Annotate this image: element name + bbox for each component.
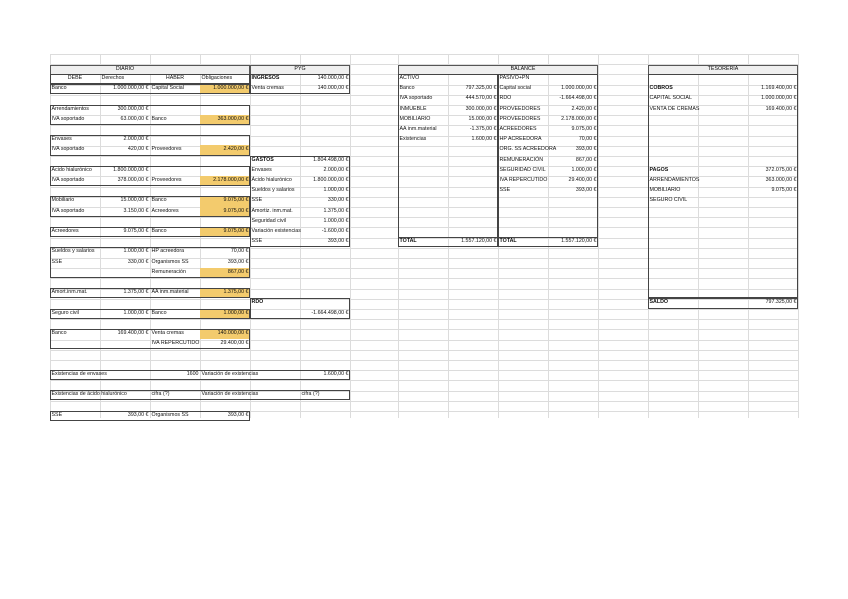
tesoreria-title: TESORERÍA bbox=[707, 65, 739, 72]
pyg-value: 1.375,00 € bbox=[323, 207, 349, 214]
pyg-label bbox=[250, 309, 302, 319]
diario-header bbox=[50, 65, 250, 75]
balance-pasivo-amount: 393,00 € bbox=[575, 187, 597, 194]
grid-hline bbox=[50, 401, 798, 402]
balance-pasivo-amount: 29.400,00 € bbox=[568, 177, 597, 183]
diario-haber-account bbox=[150, 166, 200, 176]
diario-haber-account: Capital Social bbox=[151, 85, 184, 92]
diario-haber-amount: 393,00 € bbox=[227, 258, 249, 265]
diario-debe-amount: 1.800.000,00 € bbox=[113, 166, 149, 173]
grid-hline bbox=[50, 54, 798, 55]
diario-haber-amount: 9.075,00 € bbox=[223, 197, 249, 204]
diario-haber-amount bbox=[200, 166, 250, 176]
balance-pasivo-amount: 2.178.000,00 € bbox=[561, 115, 597, 122]
diario-debe-account: Seguro civil bbox=[51, 309, 79, 316]
diario-haber-amount: 9.075,00 € bbox=[223, 207, 249, 214]
pyg-label: Envases bbox=[251, 166, 272, 173]
diario-haber-account: Banco bbox=[151, 115, 167, 122]
balance-activo-account: MOBILIARIO bbox=[399, 115, 431, 122]
balance-pasivo-amount: 1.000.000,00 € bbox=[561, 85, 597, 92]
pyg-label: Amortiz. inm.mat. bbox=[251, 207, 293, 214]
pyg-title: PYG bbox=[294, 65, 306, 72]
pyg-value: 140.000,00 € bbox=[317, 85, 349, 92]
diario-debe-account: Mobiliario bbox=[51, 197, 75, 204]
pyg-value: 1.000,00 € bbox=[323, 217, 349, 224]
pyg-label: GASTOS bbox=[251, 156, 274, 163]
balance-pasivo-account: SSE bbox=[499, 187, 511, 194]
tesoreria-label: MOBILIARIO bbox=[649, 187, 681, 194]
diario-haber-account: AA inm.material bbox=[151, 289, 189, 296]
sse-haber-account: Organismos SS bbox=[151, 411, 189, 418]
tesoreria-label: VENTA DE CREMAS bbox=[649, 105, 700, 112]
diario-haber-account bbox=[150, 135, 200, 145]
diario-debe-account: Sueldos y salarios bbox=[51, 248, 95, 255]
diario-debe-amount bbox=[100, 268, 150, 278]
tesoreria-value: 1.169.400,00 € bbox=[761, 85, 797, 92]
diario-debe-account: IVA soportado bbox=[51, 207, 85, 214]
diario-haber-amount bbox=[200, 135, 250, 145]
grid-hline bbox=[50, 350, 798, 351]
diario-debe-amount: 63.000,00 € bbox=[120, 115, 149, 122]
balance-activo-amount: 797.325,00 € bbox=[465, 85, 497, 92]
diario-haber-amount: 1.000,00 € bbox=[223, 309, 249, 316]
existencias-envases-value: 1600 bbox=[186, 370, 199, 377]
diario-debe-account: IVA soportado bbox=[51, 177, 85, 183]
sse-debe-account: SSE bbox=[51, 411, 63, 418]
balance-activo-amount: 15.000,00 € bbox=[468, 115, 497, 122]
pyg-label: SSE bbox=[251, 238, 263, 245]
balance-activo-account bbox=[398, 166, 448, 176]
diario-debe-amount: 420,00 € bbox=[127, 146, 149, 153]
diario-debe-amount: 300.000,00 € bbox=[117, 105, 149, 112]
pyg-value: 330,00 € bbox=[327, 197, 349, 204]
sse-haber-amount: 393,00 € bbox=[227, 411, 249, 418]
tesoreria-label: PAGOS bbox=[649, 166, 669, 173]
tesoreria-value: 9.075,00 € bbox=[771, 187, 797, 194]
balance-pasivo-account: REMUNERACIÓN bbox=[499, 156, 544, 163]
balance-pasivo-account: Capital social bbox=[499, 85, 532, 92]
tesoreria-value bbox=[748, 196, 798, 206]
diario-debe-account bbox=[50, 268, 100, 278]
grid-vline bbox=[598, 54, 599, 418]
balance-activo-amount bbox=[448, 145, 498, 155]
diario-haber-amount: 2.178.000,00 € bbox=[213, 177, 249, 183]
diario-debe-account: Arrendamientos bbox=[51, 105, 89, 112]
tesoreria-label: CAPITAL SOCIAL bbox=[649, 95, 692, 102]
balance-activo-amount: 300.000,00 € bbox=[465, 105, 497, 112]
diario-haber-account bbox=[150, 105, 200, 115]
balance-activo-account bbox=[398, 176, 448, 186]
diario-title: DIARIO bbox=[115, 65, 135, 72]
diario-haber-account: Venta cremas bbox=[151, 330, 184, 336]
diario-col-haber: HABER bbox=[165, 75, 185, 81]
pyg-label: Ácido hialurónico bbox=[251, 177, 292, 183]
pyg-value: 1.800.000,00 € bbox=[313, 177, 349, 183]
diario-debe-amount: 9.075,00 € bbox=[123, 228, 149, 234]
balance-pasivo-amount: 867,00 € bbox=[575, 156, 597, 163]
balance-pasivo-amount: -1.664.498,00 € bbox=[559, 95, 597, 102]
diario-debe-account: Banco bbox=[51, 85, 67, 92]
tesoreria-value: 169.400,00 € bbox=[765, 105, 797, 112]
diario-haber-amount: 867,00 € bbox=[227, 268, 249, 275]
balance-col-activo: ACTIVO bbox=[399, 75, 420, 81]
grid-vline bbox=[798, 54, 799, 418]
diario-haber-account: Acreedores bbox=[151, 207, 179, 214]
diario-haber-amount: 2.420,00 € bbox=[223, 146, 249, 153]
pyg-label: RDO bbox=[251, 299, 264, 306]
balance-pasivo-account: HP ACREEDORA bbox=[499, 136, 542, 143]
diario-haber-account: HP acreedora bbox=[151, 248, 185, 255]
tesoreria-value: 797.325,00 € bbox=[765, 299, 797, 306]
sse-debe-amount: 393,00 € bbox=[127, 411, 149, 418]
diario-col-obligaciones: Obligaciones bbox=[201, 75, 233, 81]
diario-haber-account: Remuneración bbox=[151, 268, 186, 275]
pyg-value: -1.664.498,00 € bbox=[311, 309, 349, 316]
diario-debe-account: Amort.inm.mat. bbox=[51, 289, 88, 296]
balance-col-pasivo: PASIVO+PN bbox=[499, 75, 530, 81]
diario-haber-account: Proveedores bbox=[151, 177, 182, 183]
diario-haber-account: IVA REPERCUTIDO bbox=[151, 340, 200, 347]
diario-haber-amount bbox=[200, 105, 250, 115]
balance-activo-amount bbox=[448, 176, 498, 186]
balance-pasivo-amount: 1.000,00 € bbox=[571, 166, 597, 173]
balance-activo-account bbox=[398, 186, 448, 196]
balance-pasivo-account: IVA REPERCUTIDO bbox=[499, 177, 548, 183]
balance-total-activo-label: TOTAL bbox=[399, 238, 417, 245]
balance-pasivo-amount: 2.420,00 € bbox=[571, 105, 597, 112]
tesoreria-value: 1.000.000,00 € bbox=[761, 95, 797, 102]
diario-debe-amount: 1.000,00 € bbox=[123, 309, 149, 316]
balance-pasivo-amount: 70,00 € bbox=[578, 136, 597, 143]
balance-activo-amount: 444.570,00 € bbox=[465, 95, 497, 102]
diario-debe-amount: 1.000,00 € bbox=[123, 248, 149, 255]
diario-debe-account: IVA soportado bbox=[51, 146, 85, 153]
diario-debe-account: Envases bbox=[51, 136, 72, 143]
existencias-envases-var-label: Variación de existencias bbox=[201, 370, 259, 377]
balance-total-activo-amount: 1.557.120,00 € bbox=[461, 238, 497, 245]
grid-hline bbox=[50, 380, 798, 381]
diario-haber-amount: 363.000,00 € bbox=[217, 115, 249, 122]
balance-activo-amount: 1.600,00 € bbox=[471, 136, 497, 143]
diario-haber-account: Banco bbox=[151, 309, 167, 316]
existencias-acido-label: Existencias de ácido hialurónico bbox=[51, 391, 127, 398]
diario-haber-account: Banco bbox=[151, 228, 167, 234]
diario-debe-account: Acreedores bbox=[51, 228, 79, 234]
tesoreria-value: 363.000,00 € bbox=[765, 177, 797, 183]
pyg-value: 1.804.498,00 € bbox=[313, 156, 349, 163]
grid-vline bbox=[350, 54, 351, 418]
balance-activo-amount: -1.375,00 € bbox=[469, 126, 497, 132]
grid-hline bbox=[50, 360, 798, 361]
pyg-value: 140.000,00 € bbox=[317, 75, 349, 81]
balance-pasivo-amount: 9.075,00 € bbox=[571, 126, 597, 132]
diario-debe-amount: 1.375,00 € bbox=[123, 289, 149, 296]
diario-debe-amount: 2.000,00 € bbox=[123, 136, 149, 143]
pyg-value: 1.000,00 € bbox=[323, 187, 349, 194]
diario-debe-amount: 1.000.000,00 € bbox=[113, 85, 149, 92]
diario-col-debe: DEBE bbox=[67, 75, 83, 81]
balance-activo-amount bbox=[448, 166, 498, 176]
grid-hline bbox=[50, 319, 798, 320]
existencias-envases-var-value: 1.600,00 € bbox=[323, 370, 349, 377]
balance-activo-account: IVA soportado bbox=[399, 95, 433, 102]
diario-debe-account: SSE bbox=[51, 258, 63, 265]
balance-pasivo-account: ORG. SS ACREEDORA bbox=[499, 146, 557, 153]
balance-pasivo-account: ACREEDORES bbox=[499, 126, 537, 132]
balance-pasivo-amount: 393,00 € bbox=[575, 146, 597, 153]
balance-title: BALANCE bbox=[510, 65, 536, 72]
pyg-label: INGRESOS bbox=[251, 75, 280, 81]
diario-haber-amount: 9.075,00 € bbox=[223, 228, 249, 234]
grid-hline bbox=[50, 278, 798, 279]
existencias-acido-var-label: Variación de existencias bbox=[201, 391, 259, 398]
existencias-envases-label: Existencias de envases bbox=[51, 370, 107, 377]
tesoreria-label: ARRENDAMIENTOS bbox=[649, 177, 700, 183]
balance-pasivo-account: PROVEEDORES bbox=[499, 115, 541, 122]
pyg-value: -1.600,00 € bbox=[321, 228, 349, 234]
balance-pasivo-account: RDO bbox=[499, 95, 512, 102]
diario-haber-amount: 70,00 € bbox=[230, 248, 249, 255]
diario-debe-amount: 169.400,00 € bbox=[117, 330, 149, 336]
pyg-value: 393,00 € bbox=[327, 238, 349, 245]
balance-activo-account: INMUEBLE bbox=[399, 105, 427, 112]
diario-haber-amount: 1.375,00 € bbox=[223, 289, 249, 296]
pyg-value: 2.000,00 € bbox=[323, 166, 349, 173]
grid-hline bbox=[50, 217, 798, 218]
balance-activo-account: Banco bbox=[399, 85, 415, 92]
balance-activo-account bbox=[398, 156, 448, 166]
balance-total-pasivo-amount: 1.557.120,00 € bbox=[561, 238, 597, 245]
existencias-acido-value: cifra (?) bbox=[151, 391, 170, 398]
diario-debe-amount: 378.000,00 € bbox=[117, 177, 149, 183]
diario-debe-account bbox=[50, 339, 100, 349]
tesoreria-value: 372.075,00 € bbox=[765, 166, 797, 173]
balance-activo-amount bbox=[448, 156, 498, 166]
pyg-value bbox=[300, 298, 350, 308]
tesoreria-label: SEGURO CIVIL bbox=[649, 197, 688, 204]
diario-haber-amount: 1.000.000,00 € bbox=[213, 85, 249, 92]
diario-debe-amount: 3.150,00 € bbox=[123, 207, 149, 214]
diario-haber-amount: 140.000,00 € bbox=[217, 330, 249, 336]
diario-debe-account: IVA soportado bbox=[51, 115, 85, 122]
diario-haber-account: Organismos SS bbox=[151, 258, 189, 265]
balance-activo-amount bbox=[448, 186, 498, 196]
pyg-label: SSE bbox=[251, 197, 263, 204]
pyg-label: Venta cremas bbox=[251, 85, 284, 92]
balance-pasivo-account: SEGURIDAD CIVIL bbox=[499, 166, 546, 173]
pyg-label: Seguridad civil bbox=[251, 217, 286, 224]
tesoreria-label: SALDO bbox=[649, 299, 669, 306]
balance-activo-account: AA inm.material bbox=[399, 126, 437, 132]
balance-total-pasivo-label: TOTAL bbox=[499, 238, 517, 245]
pyg-label: Variación existencias bbox=[251, 228, 301, 234]
diario-col-derechos: Derechos bbox=[101, 75, 125, 81]
pyg-label: Sueldos y salarios bbox=[251, 187, 295, 194]
balance-activo-account: Existencias bbox=[399, 136, 427, 143]
diario-debe-account: Ácido hialurónico bbox=[51, 166, 92, 173]
existencias-acido-var-value: cifra (?) bbox=[301, 391, 320, 398]
diario-debe-amount: 330,00 € bbox=[127, 258, 149, 265]
diario-haber-account: Proveedores bbox=[151, 146, 182, 153]
diario-haber-amount: 29.400,00 € bbox=[220, 340, 249, 347]
diario-debe-account: Banco bbox=[51, 330, 67, 336]
tesoreria-label: COBROS bbox=[649, 85, 673, 92]
diario-haber-account: Banco bbox=[151, 197, 167, 204]
diario-debe-amount bbox=[100, 339, 150, 349]
balance-activo-account bbox=[398, 145, 448, 155]
diario-debe-amount: 15.000,00 € bbox=[120, 197, 149, 204]
balance-pasivo-account: PROVEEDORES bbox=[499, 105, 541, 112]
